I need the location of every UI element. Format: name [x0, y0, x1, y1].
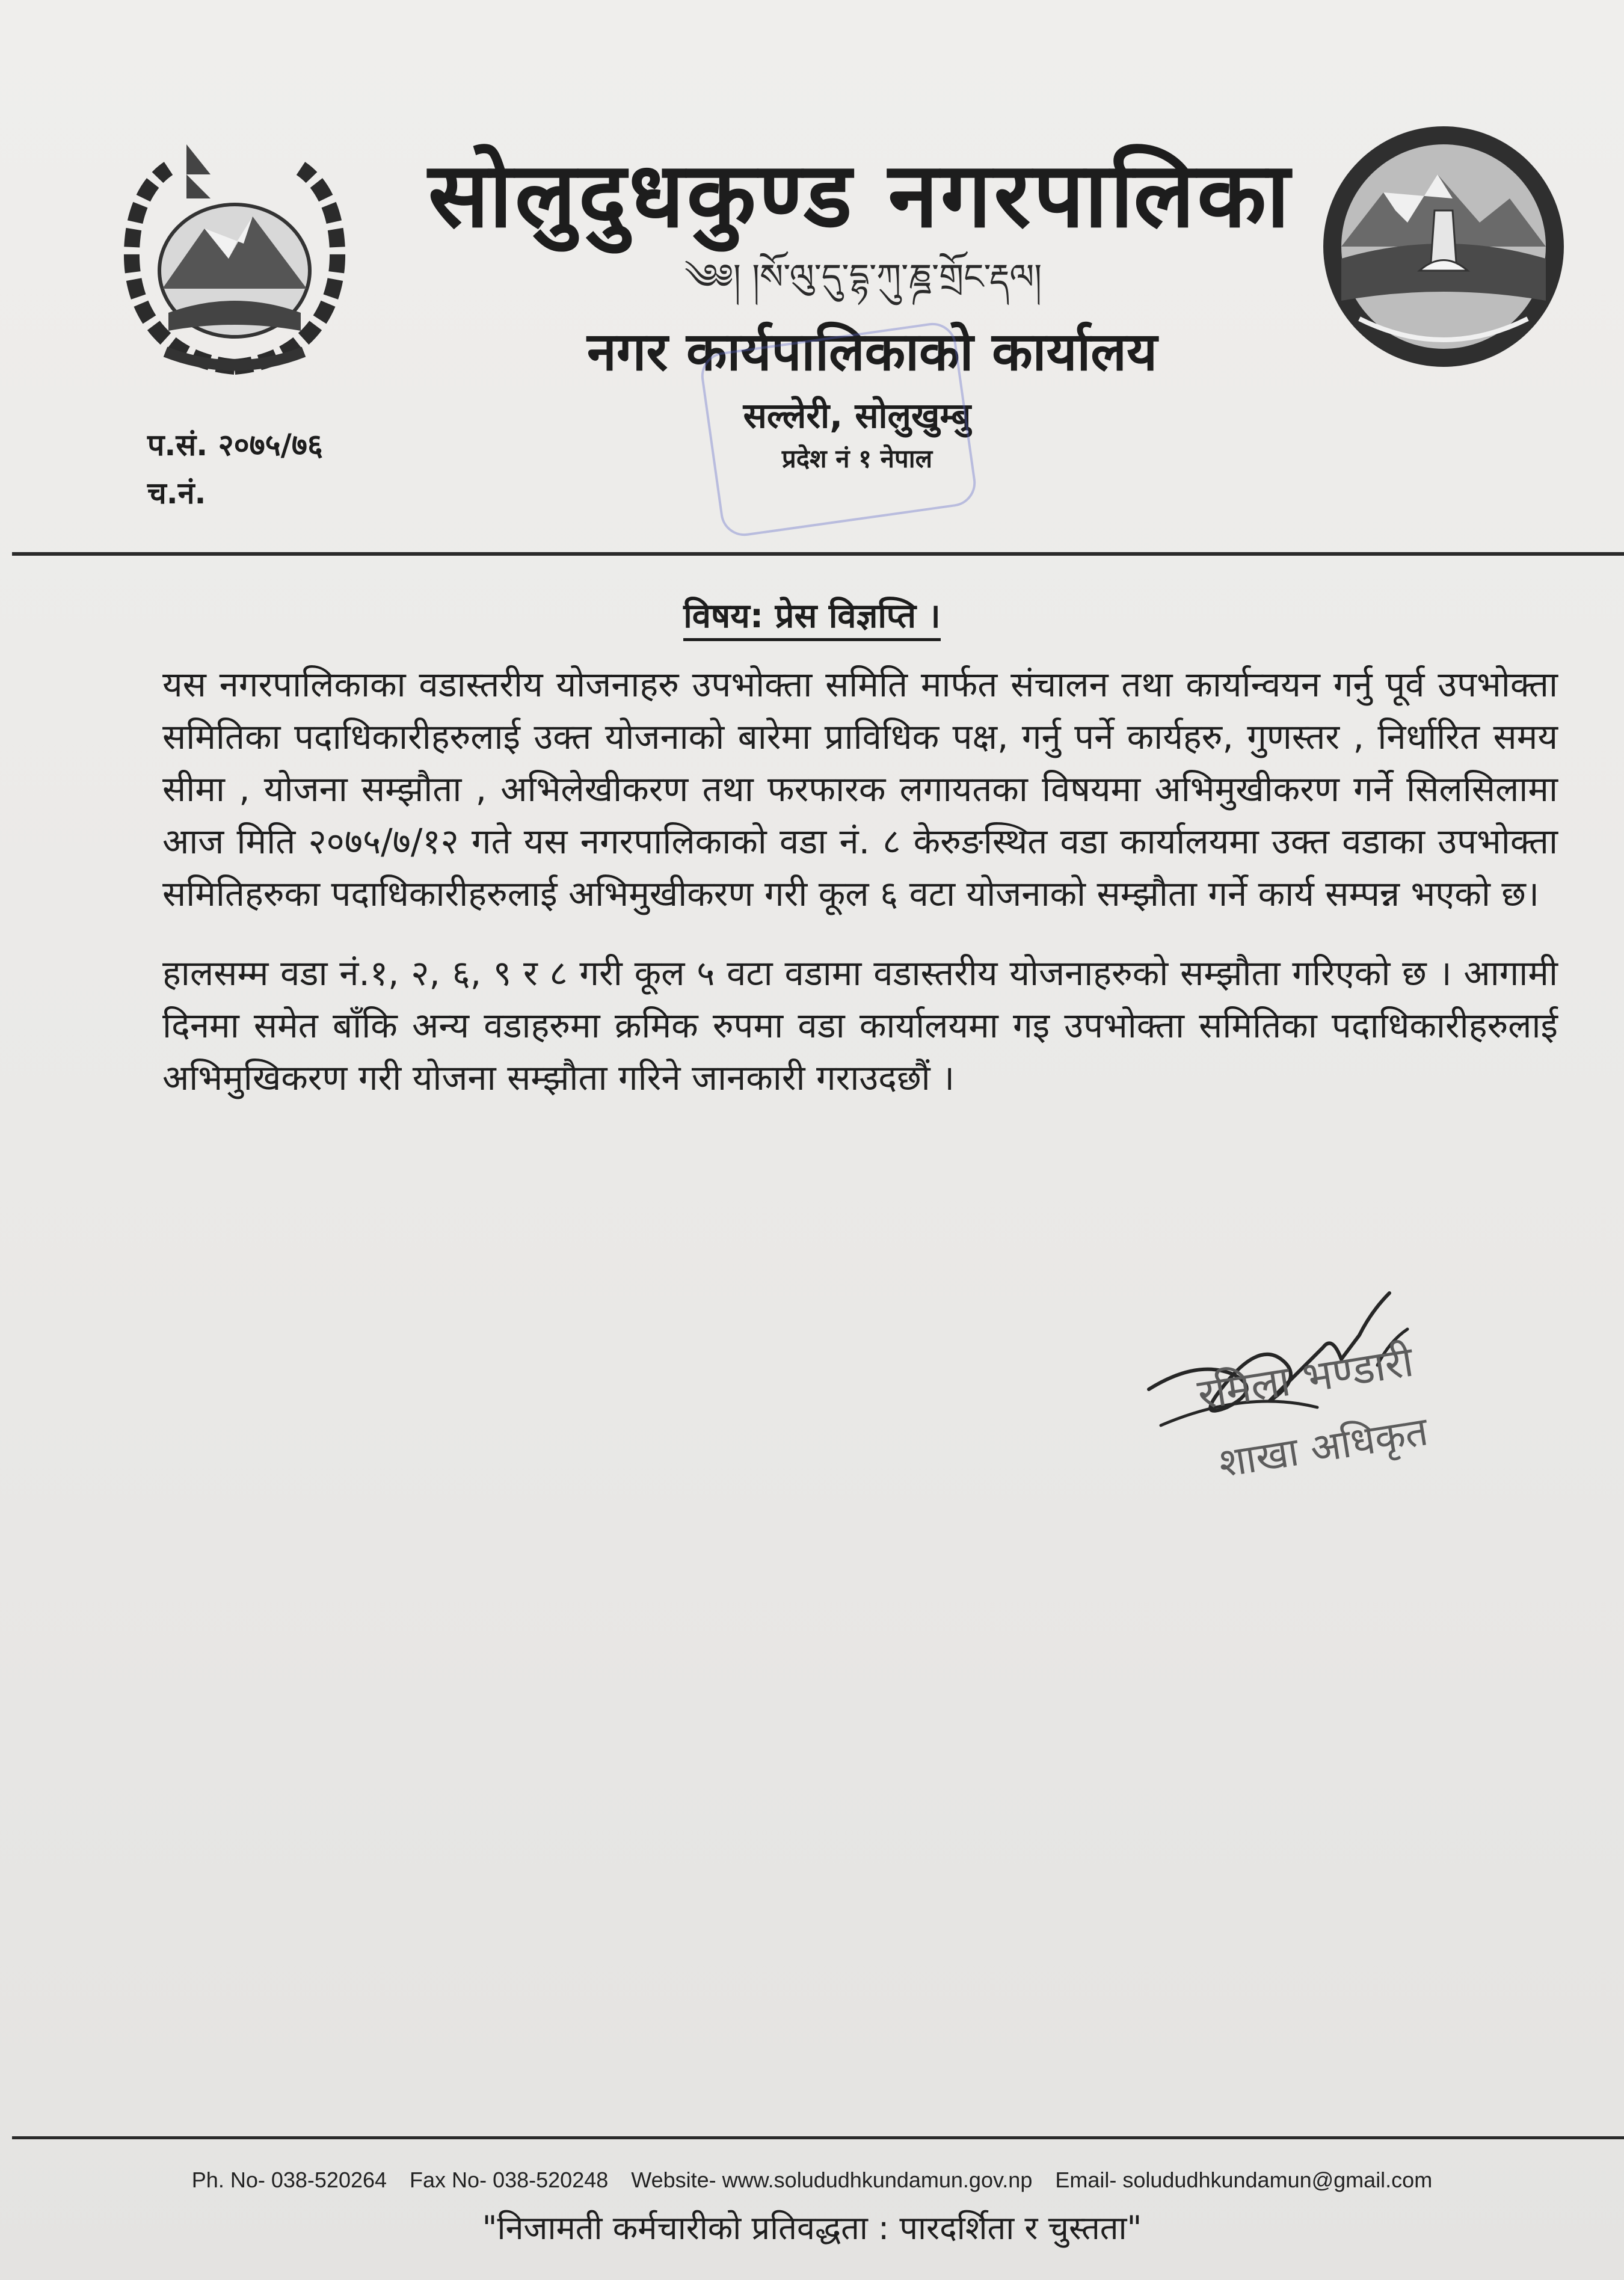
fax-number: Fax No- 038-520248	[410, 2168, 609, 2192]
reference-block	[147, 421, 323, 517]
subject-text: विषय: प्रेस विज्ञप्ति ।	[683, 597, 941, 641]
signatory-title: शाखा अधिकृत	[1215, 1408, 1432, 1487]
letter-body	[162, 659, 1558, 1131]
footer-slogan: "निजामती कर्मचारीको प्रतिवद्धता : पारदर्शिता र चुस्तता"	[482, 2209, 1142, 2247]
municipality-name: सोलुदुधकुण्ड नगरपालिका	[428, 143, 1293, 248]
email-link[interactable]: Email- solududhkundamun@gmail.com	[1055, 2168, 1433, 2192]
website-link[interactable]: Website- www.solududhkundamun.gov.np	[631, 2168, 1033, 2192]
nepal-coat-of-arms-logo	[114, 138, 355, 385]
province-line: प्रदेश नं १ नेपाल	[781, 444, 933, 473]
tibetan-script-line: ༄༅། །སོ་ལུ་དུ་དྷ་ཀུ་ཎྜ་གྲོང་རྡལ།	[684, 256, 1042, 297]
body-paragraph-2: हालसम्म वडा नं.१, २, ६, ९ र ८ गरी कूल ५ वटा वडामा वडास्तरीय योजनाहरुको सम्झौता गरिएको छ । आगामी दिनमा समेत बाँकि अन्य वडाहरुमा क्रमिक रुपमा वडा कार्यालयमा गइ उपभोक्ता समितिका पदाधिकारीहरुलाई अभिमुखिकरण गरी योजना सम्झौता गरिने जानकारी गराउदछौं ।	[162, 953, 1558, 1098]
body-paragraph-1: यस नगरपालिकाका वडास्तरीय योजनाहरु उपभोक्ता समिति मार्फत संचालन तथा कार्यान्वयन गर्नु पूर्व उपभोक्ता समितिका पदाधिकारीहरुलाई उक्त योजनाको बारेमा प्राविधिक पक्ष, गर्नु पर्ने कार्यहरु, गुणस्तर , निर्धारित समय सीमा , योजना सम्झौता , अभिलेखीकरण तथा फरफारक लगायतका विषयमा अभिमुखीकरण गर्ने सिलसिलामा आज मिति २०७५/७/१२ गते यस नगरपालिकाको वडा नं. ८ केरुङस्थित वडा कार्यालयमा उक्त वडाका उपभोक्ता समितिहरुका पदाधिकारीहरुलाई अभिमुखीकरण गरी कूल ६ वटा योजनाको सम्झौता गर्ने कार्य सम्पन्न भएको छ।	[162, 664, 1558, 914]
contact-line	[0, 2165, 1624, 2195]
office-name: नगर कार्यपालिकाको कार्यालय	[587, 321, 1157, 383]
office-stamp	[698, 320, 979, 539]
dispatch-number: च.नं.	[147, 476, 206, 511]
signatory-name: रमिला भण्डारी	[1194, 1336, 1417, 1419]
municipality-logo	[1317, 120, 1570, 373]
phone-number: Ph. No- 038-520264	[191, 2168, 387, 2192]
header-divider	[12, 552, 1624, 556]
footer-divider	[12, 2136, 1624, 2139]
letter-fiscal-year: प.सं. २०७५/७६	[147, 428, 323, 462]
letter-subject	[0, 592, 1624, 641]
office-address: सल्लेरी, सोलुखुम्बु	[743, 395, 971, 436]
